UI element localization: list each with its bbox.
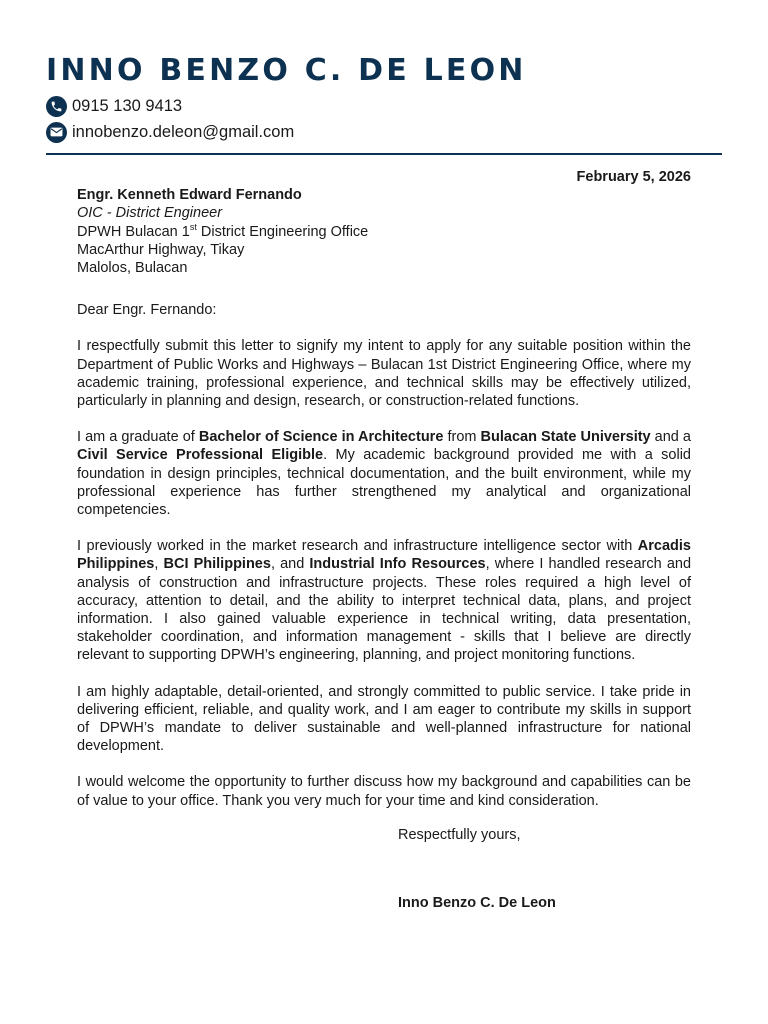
phone-icon bbox=[46, 96, 67, 117]
letter-date: February 5, 2026 bbox=[576, 169, 691, 185]
p2-text-3: and a bbox=[650, 429, 691, 446]
letter-body bbox=[77, 168, 691, 912]
p3-text-3: , and bbox=[270, 556, 310, 573]
paragraph-intent: I respectfully submit this letter to signify my intent to apply for any suitable position within the Department of Public Works and Highways – Bulacan 1st District Engineering Office, where my academic training, professional experience, and technical skills may be effectively utilized, particularly in planning and design, research, or construction-related functions. bbox=[77, 338, 691, 410]
p2-text-1: I am a graduate of bbox=[77, 429, 199, 446]
salutation: Dear Engr. Fernando: bbox=[77, 302, 217, 319]
recipient-city: Malolos, Bulacan bbox=[77, 260, 188, 277]
p3-text-4: , where I handled research and analysis of construction and infrastructure projects. These roles required a high level of accuracy, attention to detail, and the ability to interpret technical data, plans, and project information. I also gained valuable experience in technical writing, data presentation, stakeholder coordination, and information management - skills that I believe are directly relevant to supporting DPWH’s engineering, planning, and project monitoring functions. bbox=[77, 556, 692, 664]
eligibility: Civil Service Professional Eligible bbox=[77, 447, 324, 464]
employer-iir: Industrial Info Resources bbox=[309, 556, 486, 573]
signature-block bbox=[398, 826, 691, 912]
email-row bbox=[46, 120, 722, 144]
p3-text-2: , bbox=[154, 556, 164, 573]
paragraph-commitment: I am highly adaptable, detail-oriented, and strongly committed to public service. I take pride in delivering efficient, reliable, and quality work, and I am eager to contribute my skills in support of DPWH’s mandate to deliver sustainable and well-planned infrastructure for national development. bbox=[77, 683, 691, 755]
paragraph-education bbox=[77, 428, 691, 519]
complimentary-close: Respectfully yours, bbox=[398, 826, 521, 843]
p3-text-1: I previously worked in the market research and infrastructure intelligence sector with bbox=[77, 538, 638, 555]
recipient-office-post: District Engineering Office bbox=[196, 223, 369, 240]
degree-name: Bachelor of Science in Architecture bbox=[198, 429, 444, 446]
letterhead bbox=[46, 52, 722, 144]
recipient-office-pre: DPWH Bulacan 1 bbox=[77, 223, 190, 240]
recipient-block bbox=[77, 186, 691, 277]
p2-text-4: . My academic background provided me with a solid foundation in design principles, technical documentation, and the built environment, while my professional experience has further strengthened my analytical and organizational competencies. bbox=[77, 447, 691, 519]
email-address[interactable]: innobenzo.deleon@gmail.com bbox=[72, 122, 295, 141]
university-name: Bulacan State University bbox=[480, 429, 651, 446]
envelope-icon bbox=[46, 122, 67, 143]
applicant-name: INNO BENZO C. DE LEON bbox=[46, 53, 527, 88]
p2-text-2: from bbox=[443, 429, 481, 446]
phone-row bbox=[46, 94, 722, 118]
phone-number: 0915 130 9413 bbox=[72, 96, 183, 115]
employer-bci: BCI Philippines bbox=[163, 556, 271, 573]
recipient-title: OIC - District Engineer bbox=[77, 205, 223, 222]
recipient-street: MacArthur Highway, Tikay bbox=[77, 241, 245, 258]
paragraph-experience bbox=[77, 537, 691, 664]
recipient-office bbox=[77, 223, 691, 241]
signature-name: Inno Benzo C. De Leon bbox=[398, 895, 556, 912]
paragraph-closing: I would welcome the opportunity to further discuss how my background and capabilities can be of value to your office. Thank you very much for your time and kind consideration. bbox=[77, 774, 691, 809]
employer-arcadis: Arcadis Philippines bbox=[77, 538, 691, 573]
recipient-office-sup: st bbox=[189, 221, 197, 232]
recipient-name: Engr. Kenneth Edward Fernando bbox=[77, 187, 302, 204]
header-divider bbox=[46, 153, 722, 155]
